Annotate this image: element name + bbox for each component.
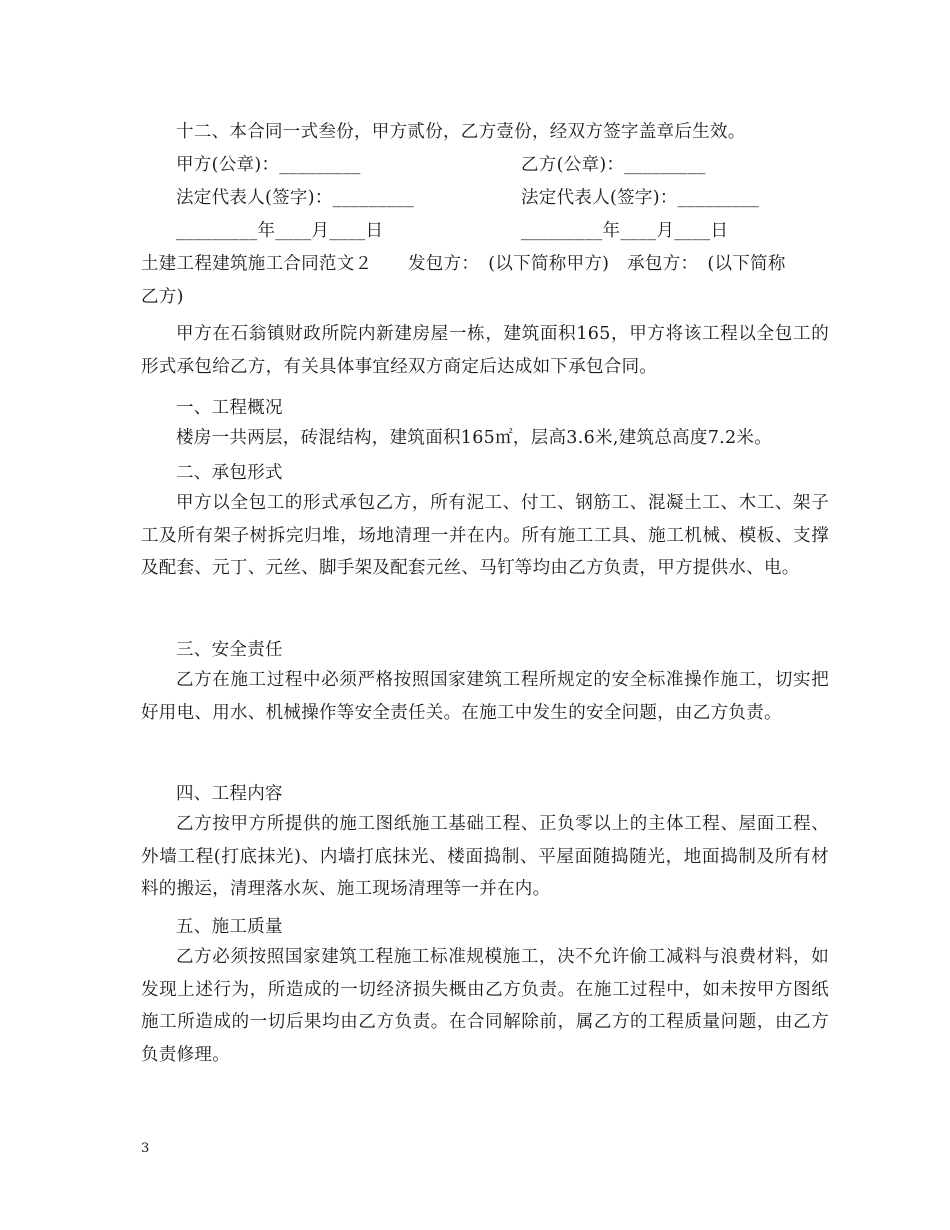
section-5-body: 乙方必须按照国家建筑工程施工标准规模施工，决不允许偷工减料与浪费材料，如发现上述行为，所造成的一切经济损失概由乙方负责。在施工过程中，如未按甲方图纸施工所造成的一切后果均由乙方负责。在合同解除前，属乙方的工程质量问题，由乙方负责修理。 (141, 947, 829, 1065)
contract-title-line-2: 乙方) (141, 287, 184, 307)
party-b-seal: 乙方(公章)：_________ (521, 155, 706, 175)
party-a-date: _________年____月____日 (176, 221, 384, 241)
section-4-body: 乙方按甲方所提供的施工图纸施工基础工程、正负零以上的主体工程、屋面工程、外墙工程(打底抹光)、内墙打底抹光、楼面捣制、平屋面随捣随光，地面捣制及所有材料的搬运，清理落水灰、施工现场清理等一并在内。 (141, 814, 829, 899)
section-3-heading: 三、安全责任 (176, 640, 283, 660)
section-4-heading: 四、工程内容 (176, 784, 283, 804)
section-1-body: 楼房一共两层，砖混结构，建筑面积165㎡，层高3.6米,建筑总高度7.2米。 (176, 428, 773, 448)
page-number: 3 (141, 1141, 150, 1156)
contract-title-line-1: 土建工程建筑施工合同范文２ 发包方： (以下简称甲方) 承包方： (以下简称 (141, 254, 786, 274)
section-3-body: 乙方在施工过程中必须严格按照国家建筑工程所规定的安全标准操作施工，切实把好用电、用水、机械操作等安全责任关。在施工中发生的安全问题，由乙方负责。 (141, 670, 829, 723)
intro-paragraph: 甲方在石翁镇财政所院内新建房屋一栋，建筑面积165，甲方将该工程以全包工的形式承包给乙方，有关具体事宜经双方商定后达成如下承包合同。 (141, 324, 829, 377)
section-2-body: 甲方以全包工的形式承包乙方，所有泥工、付工、钢筋工、混凝土工、木工、架子工及所有架子树拆完归堆，场地清理一并在内。所有施工工具、施工机械、模板、支撑及配套、元丁、元丝、脚手架及配套元丝、马钉等均由乙方负责，甲方提供水、电。 (141, 493, 829, 578)
clause-12: 十二、本合同一式叁份，甲方贰份，乙方壹份，经双方签字盖章后生效。 (176, 122, 746, 142)
party-a-representative: 法定代表人(签字)：_________ (176, 188, 415, 208)
section-5-heading: 五、施工质量 (176, 917, 283, 937)
party-a-seal: 甲方(公章)：_________ (176, 155, 361, 175)
party-b-date: _________年____月____日 (521, 221, 729, 241)
section-1-heading: 一、工程概况 (176, 398, 283, 418)
section-2-heading: 二、承包形式 (176, 463, 283, 483)
party-b-representative: 法定代表人(签字)：_________ (521, 188, 760, 208)
